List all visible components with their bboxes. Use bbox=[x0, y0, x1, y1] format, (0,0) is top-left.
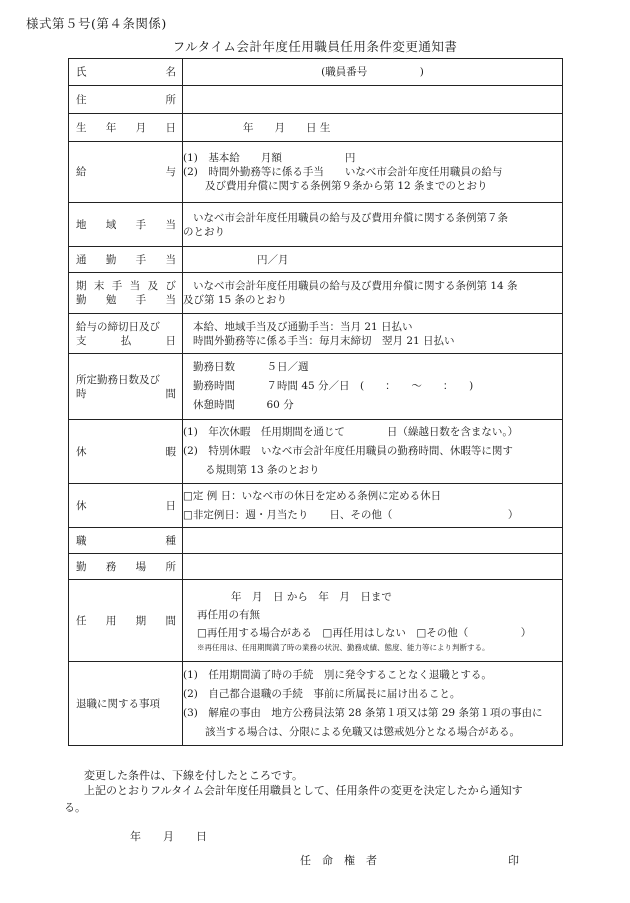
value-salary: (1) 基本給 月額 円 (2) 時間外勤務等に係る手当 いなべ市会計年度任用職員の給与 及び費用弁償に関する条例第９条から第 12 条までのとおり bbox=[183, 142, 563, 203]
row-salary bbox=[69, 142, 563, 203]
row-payday bbox=[69, 314, 563, 354]
value-regional: いなべ市会計年度任用職員の給与及び費用弁償に関する条例第７条 のとおり bbox=[183, 203, 563, 247]
label-birth: 生 年 月 日 bbox=[69, 114, 183, 142]
appointing-authority: 任 命 権 者 bbox=[300, 854, 377, 867]
row-leave bbox=[69, 420, 563, 484]
row-hours bbox=[69, 354, 563, 420]
value-holiday: □定 例 日：いなべ市の休日を定める条例に定める休日 □非定例日：週・月当たり 日、その他（ ） bbox=[183, 484, 563, 528]
conditions-table bbox=[68, 58, 563, 746]
value-payday: 本給、地域手当及び通勤手当：当月 21 日払い 時間外勤務等に係る手当：毎月末締切 翌月 21 日払い bbox=[183, 314, 563, 354]
row-address bbox=[69, 86, 563, 114]
label-salary: 給 与 bbox=[69, 142, 183, 203]
value-retirement: (1) 任用期間満了時の手続 別に発令することなく退職とする。 (2) 自己都合退職の手続 事前に所属長に届け出ること。 (3) 解雇の事由 地方公務員法第 28 条第１項又は第 29 条第１項の事由に 該当する場合は、分限による免職又は懲戒処分となる場合がある。 bbox=[183, 662, 563, 746]
label-payday: 給与の締切日及び 支 払 日 bbox=[69, 314, 183, 354]
label-leave: 休 暇 bbox=[69, 420, 183, 484]
label-term: 任 用 期 間 bbox=[69, 580, 183, 662]
row-retirement bbox=[69, 662, 563, 746]
value-name: (職員番号 ) bbox=[183, 59, 563, 86]
value-term: 年 月 日 から 年 月 日まで 再任用の有無 □再任用する場合がある □再任用はしない □その他（ ） ※再任用は、任用期間満了時の業務の状況、勤務成績、態度、能力等により判断する。 bbox=[183, 580, 563, 662]
label-commute: 通 勤 手 当 bbox=[69, 247, 183, 273]
row-bonus bbox=[69, 273, 563, 314]
row-name bbox=[69, 59, 563, 86]
row-workplace bbox=[69, 554, 563, 580]
value-address bbox=[183, 86, 563, 114]
value-leave: (1) 年次休暇 任用期間を通じて 日（繰越日数を含まない。） (2) 特別休暇 いなべ市会計年度任用職員の勤務時間、休暇等に関す る規則第 13 条のとおり bbox=[183, 420, 563, 484]
row-regional bbox=[69, 203, 563, 247]
row-commute bbox=[69, 247, 563, 273]
value-birth: 年 月 日 生 bbox=[183, 114, 563, 142]
label-workplace: 勤 務 場 所 bbox=[69, 554, 183, 580]
footer-note-underline: 変更した条件は、下線を付したところです。 bbox=[84, 769, 304, 782]
document-title: フルタイム会計年度任用職員任用条件変更通知書 bbox=[172, 39, 458, 54]
label-regional: 地 域 手 当 bbox=[69, 203, 183, 247]
label-bonus: 期 末 手 当 及 び 勤 勉 手 当 bbox=[69, 273, 183, 314]
label-address: 住 所 bbox=[69, 86, 183, 114]
label-holiday: 休 日 bbox=[69, 484, 183, 528]
form-number: 様式第５号(第４条関係) bbox=[26, 16, 167, 31]
value-bonus: いなべ市会計年度任用職員の給与及び費用弁償に関する条例第 14 条 及び第 15 条のとおり bbox=[183, 273, 563, 314]
label-name: 氏 名 bbox=[69, 59, 183, 86]
notice-date: 年 月 日 bbox=[130, 830, 207, 843]
value-workplace bbox=[183, 554, 563, 580]
value-job bbox=[183, 528, 563, 554]
row-term bbox=[69, 580, 563, 662]
footer-note-notice: 上記のとおりフルタイム会計年度任用職員として、任用条件の変更を決定したから通知す bbox=[84, 784, 523, 797]
seal-mark: 印 bbox=[508, 854, 519, 867]
row-birth bbox=[69, 114, 563, 142]
label-hours: 所定勤務日数及び 時 間 bbox=[69, 354, 183, 420]
value-commute: 円／月 bbox=[183, 247, 563, 273]
row-holiday bbox=[69, 484, 563, 528]
value-hours: 勤務日数 ５日／週 勤務時間 ７時間 45 分／日 ( ： 〜 ： ) 休憩時間 60 分 bbox=[183, 354, 563, 420]
label-job: 職 種 bbox=[69, 528, 183, 554]
label-retirement: 退職に関する事項 bbox=[69, 662, 183, 746]
row-job bbox=[69, 528, 563, 554]
footer-note-notice-end: る。 bbox=[64, 801, 86, 814]
